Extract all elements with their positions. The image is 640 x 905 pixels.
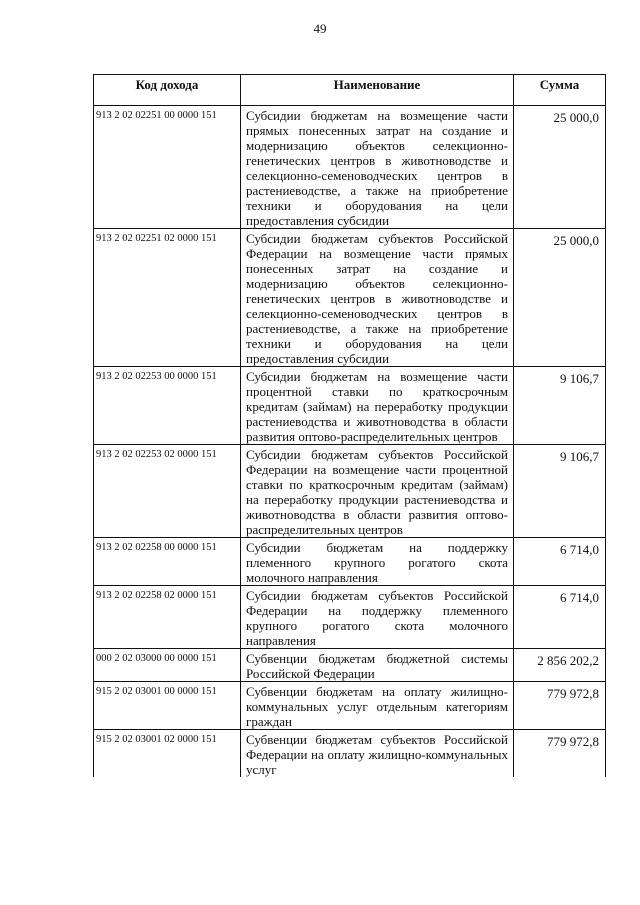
row-name: Субсидии бюджетам на поддержку племенного крупного рогатого скота молочного направления: [241, 538, 514, 586]
table-row: [94, 445, 606, 538]
row-code: 913 2 02 02253 00 0000 151: [94, 367, 241, 445]
table-row: [94, 682, 606, 730]
page-number: 49: [313, 21, 327, 36]
row-code: 913 2 02 02258 02 0000 151: [94, 586, 241, 649]
row-code: 913 2 02 02251 02 0000 151: [94, 229, 241, 367]
row-amount: 6 714,0: [514, 538, 606, 586]
row-amount: 2 856 202,2: [514, 649, 606, 682]
table-row: [94, 229, 606, 367]
revenue-table: [93, 74, 606, 777]
row-amount: 6 714,0: [514, 586, 606, 649]
row-code: 913 2 02 02258 00 0000 151: [94, 538, 241, 586]
row-amount: 779 972,8: [514, 730, 606, 778]
row-code: 915 2 02 03001 00 0000 151: [94, 682, 241, 730]
table-row: [94, 367, 606, 445]
table-row: [94, 649, 606, 682]
table-row: [94, 586, 606, 649]
row-name: Субсидии бюджетам субъектов Российской Федерации на возмещение части процентной ставки по краткосрочным кредитам (займам) на переработку продукции растениеводства и животноводства в области развития оптово-распределительных центров: [241, 445, 514, 538]
row-name: Субвенции бюджетам субъектов Российской Федерации на оплату жилищно-коммунальных услуг: [241, 730, 514, 778]
row-amount: 779 972,8: [514, 682, 606, 730]
row-name: Субсидии бюджетам на возмещение части процентной ставки по краткосрочным кредитам (займам) на переработку продукции растениеводства и животноводства в области развития оптово-распределительных центров: [241, 367, 514, 445]
header-code: Код дохода: [94, 75, 241, 106]
row-amount: 9 106,7: [514, 367, 606, 445]
row-amount: 25 000,0: [514, 106, 606, 229]
table-row: [94, 538, 606, 586]
row-name: Субвенции бюджетам бюджетной системы Российской Федерации: [241, 649, 514, 682]
row-code: 913 2 02 02253 02 0000 151: [94, 445, 241, 538]
row-code: 915 2 02 03001 02 0000 151: [94, 730, 241, 778]
header-name: Наименование: [241, 75, 514, 106]
table-row: [94, 730, 606, 778]
row-name: Субсидии бюджетам субъектов Российской Федерации на возмещение части прямых понесенных затрат на создание и модернизацию объектов селекционно-генетических центров в животноводстве и селекционно-семеноводческих центров в растениеводстве, а также на приобретение техники и оборудования на цели предоставления субсидии: [241, 229, 514, 367]
row-code: 000 2 02 03000 00 0000 151: [94, 649, 241, 682]
row-amount: 25 000,0: [514, 229, 606, 367]
row-amount: 9 106,7: [514, 445, 606, 538]
table-row: [94, 106, 606, 229]
row-name: Субсидии бюджетам субъектов Российской Федерации на поддержку племенного крупного рогатого скота молочного направления: [241, 586, 514, 649]
row-name: Субсидии бюджетам на возмещение части прямых понесенных затрат на создание и модернизацию объектов селекционно-генетических центров в животноводстве и селекционно-семеноводческих центров в растениеводстве, а также на приобретение техники и оборудования на цели предоставления субсидии: [241, 106, 514, 229]
header-amount: Сумма: [514, 75, 606, 106]
table-header-row: [94, 75, 606, 106]
row-name: Субвенции бюджетам на оплату жилищно-коммунальных услуг отдельным категориям граждан: [241, 682, 514, 730]
row-code: 913 2 02 02251 00 0000 151: [94, 106, 241, 229]
